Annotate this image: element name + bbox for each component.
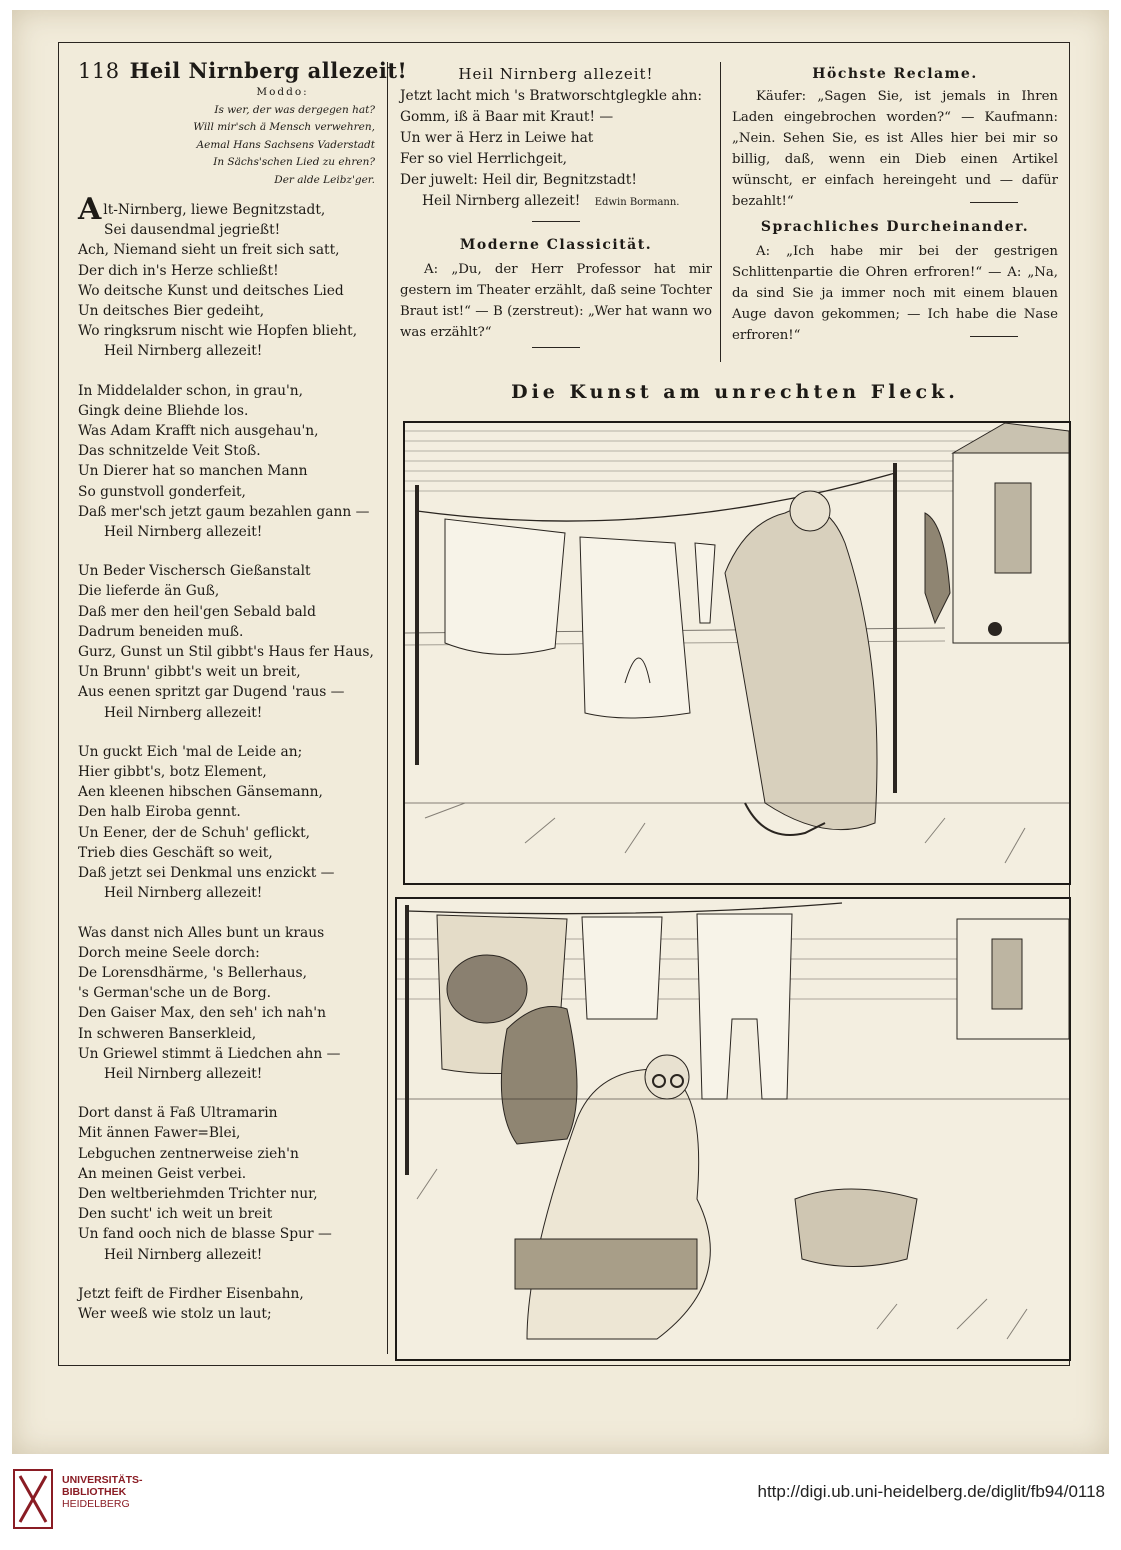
poem-stanza [78, 192, 374, 362]
library-name: UNIVERSITÄTS- BIBLIOTHEK HEIDELBERG [62, 1474, 143, 1510]
separator [532, 347, 580, 348]
poem-line: Trieb dies Geschäft so weit, [78, 844, 273, 861]
motto-line: In Sächs'schen Lied zu ehren? [213, 156, 375, 168]
page-number: 118 [78, 59, 120, 83]
poem-line: Un Dierer hat so manchen Mann [78, 463, 308, 480]
section-text: Käufer: „Sagen Sie, ist jemals in Ihren Laden eingebrochen worden?“ — Kaufmann: „Nein. Sehen Sie, es ist Alles hier bei mir so billig, daß, wenn ein Dieb einen Artikel wünscht, er einfach hereingeht und — dafür bezahlt!“ [732, 89, 1058, 209]
laundry-scene-illustration [405, 423, 1069, 883]
poem-line: Dort danst ä Faß Ultramarin [78, 1105, 278, 1122]
poem-line: Was danst nich Alles bunt un kraus [78, 924, 325, 941]
poem-line: Gomm, iß ä Baar mit Kraut! — [400, 109, 614, 125]
university-library-logo-icon [10, 1468, 56, 1530]
cartoon-title: Die Kunst am unrechten Fleck. [511, 381, 959, 403]
poem-line: Fer so viel Herrlichgeit, [400, 151, 568, 167]
poem-line: Un wer ä Herz in Leiwe hat [400, 130, 594, 146]
poem-refrain: Heil Nirnberg allezeit! [104, 1065, 263, 1082]
page-header [78, 58, 407, 83]
running-title: Heil Nirnberg allezeit! [129, 58, 408, 83]
painter-scene-illustration [397, 899, 1069, 1359]
motto-line: Aemal Hans Sachsens Vaderstadt [196, 138, 375, 151]
poem-line: Un Brunn' gibbt's weit un breit, [78, 664, 301, 681]
poem-line: Das schnitzelde Veit Stoß. [78, 443, 261, 460]
poem-refrain: Heil Nirnberg allezeit! [104, 704, 263, 721]
section-text: A: „Du, der Herr Professor hat mir gestern im Theater erzählt, daß seine Tochter Braut ist!“ — B (zerstreut): „Wer hat wann wo was erzählt?“ [400, 262, 712, 340]
poem-line: Sei dausendmal jegrießt! [104, 222, 281, 239]
cartoon-panel-top [403, 421, 1071, 885]
poem-line: De Lorensdhärme, 's Bellerhaus, [78, 964, 307, 981]
poem-line: Daß mer'sch jetzt gaum bezahlen gann — [78, 503, 370, 520]
separator [970, 336, 1018, 337]
separator [532, 221, 580, 222]
poem-stanza [78, 923, 374, 1085]
section-text: A: „Ich habe mir bei der gestrigen Schlittenpartie die Ohren erfroren!“ — A: „Na, da sind Sie ja immer noch mit einem blauen Auge davon gekommen; — Ich habe die Nase erfroren!“ [732, 244, 1058, 343]
poem-line: 's German'sche un de Borg. [78, 985, 272, 1002]
poem-line: Dorch meine Seele dorch: [78, 944, 260, 961]
poem-refrain: Heil Nirnberg allezeit! [104, 343, 263, 360]
poem-line: Alt-Nirnberg, liewe Begnitzstadt, [78, 192, 326, 227]
poem-line: Wer weeß wie stolz un laut; [78, 1305, 272, 1322]
poem-refrain: Heil Nirnberg allezeit! [104, 1246, 263, 1263]
poem-line: Wo deitsche Kunst und deitsches Lied [78, 282, 344, 299]
poem-line: Lebguchen zentnerweise zieh'n [78, 1145, 299, 1162]
poem-line: Un Beder Vischersch Gießanstalt [78, 563, 311, 580]
poem-author: Edwin Bormann. [594, 197, 680, 208]
poem-line: Un Eener, der de Schuh' geflickt, [78, 824, 311, 841]
poem-line: Aen kleenen hibschen Gänsemann, [78, 784, 323, 801]
motto-author: Der alde Leibz'ger. [274, 173, 375, 186]
poem-line: An meinen Geist verbei. [78, 1165, 247, 1182]
section-title: Höchste Reclame. [812, 66, 978, 82]
motto-line: Is wer, der was dergegen hat? [214, 103, 375, 116]
motto [150, 84, 375, 189]
poem-line: Den Gaiser Max, den seh' ich nah'n [78, 1005, 326, 1022]
poem-line: Un Griewel stimmt ä Liedchen ahn — [78, 1045, 341, 1062]
column-rule-left [387, 62, 388, 1354]
poem-refrain: Heil Nirnberg allezeit! Edwin Bormann. [422, 193, 680, 209]
section-title: Moderne Classicität. [459, 237, 653, 253]
poem-line: Mit ännen Fawer=Blei, [78, 1125, 241, 1142]
poem-line: Daß jetzt sei Denkmal uns enzickt — [78, 865, 335, 882]
poem-line: Die lieferde än Guß, [78, 583, 220, 600]
poem-line: Un deitsches Bier gedeiht, [78, 303, 265, 320]
poem-stanza [78, 1284, 374, 1324]
poem [78, 192, 374, 1343]
poem-line: Der dich in's Herze schließt! [78, 262, 279, 279]
footer-bar [0, 1454, 1121, 1550]
poem-line: In schweren Banserkleid, [78, 1025, 257, 1042]
separator [970, 202, 1018, 203]
poem-line: Hier gibbt's, botz Element, [78, 764, 267, 781]
right-column [732, 62, 1058, 343]
poem-stanza [78, 381, 374, 543]
source-url[interactable]: http://digi.ub.uni-heidelberg.de/diglit/fb94/0118 [757, 1482, 1105, 1501]
poem-refrain: Heil Nirnberg allezeit! [104, 885, 263, 902]
cartoon-panel-bottom [395, 897, 1071, 1361]
poem-line: Aus eenen spritzt gar Dugend 'raus — [78, 684, 345, 701]
poem-continued [400, 62, 712, 348]
poem-refrain: Heil Nirnberg allezeit! [104, 524, 263, 541]
poem-line: Jetzt feift de Firdher Eisenbahn, [78, 1285, 304, 1302]
poem-stanza [78, 742, 374, 904]
motto-line: Will mir'sch ä Mensch verwehren, [193, 121, 375, 133]
poem-line: Un guckt Eich 'mal de Leide an; [78, 743, 303, 760]
poem-line: Ach, Niemand sieht un freit sich satt, [78, 242, 340, 259]
drop-cap: A [78, 192, 102, 227]
poem-line: Was Adam Krafft nich ausgehau'n, [78, 423, 319, 440]
poem-stanza [78, 561, 374, 723]
poem-line: Jetzt lacht mich 's Bratworschtglegkle ahn: [400, 88, 703, 104]
column-rule-mid [720, 62, 721, 362]
poem-line: So gunstvoll gonderfeit, [78, 483, 246, 500]
poem-line: Den halb Eiroba gennt. [78, 804, 241, 821]
poem-line: Den weltberiehmden Trichter nur, [78, 1185, 318, 1202]
section-title: Sprachliches Durcheinander. [760, 219, 1030, 235]
poem-line: Der juwelt: Heil dir, Begnitzstadt! [400, 172, 637, 188]
poem-line: Den sucht' ich weit un breit [78, 1206, 273, 1223]
poem-line: Dadrum beneiden muß. [78, 623, 244, 640]
poem-continued-title: Heil Nirnberg allezeit! [458, 65, 654, 83]
poem-line: Wo ringksrum nischt wie Hopfen blieht, [78, 323, 358, 340]
poem-line: Gurz, Gunst un Stil gibbt's Haus fer Haus, [78, 644, 374, 661]
motto-label: Moddo: [256, 86, 309, 98]
poem-line: Gingk deine Bliehde los. [78, 402, 249, 419]
poem-line: In Middelalder schon, in grau'n, [78, 382, 304, 399]
poem-line: Daß mer den heil'gen Sebald bald [78, 603, 316, 620]
poem-stanza [78, 1103, 374, 1265]
poem-line: Un fand ooch nich de blasse Spur — [78, 1226, 332, 1243]
